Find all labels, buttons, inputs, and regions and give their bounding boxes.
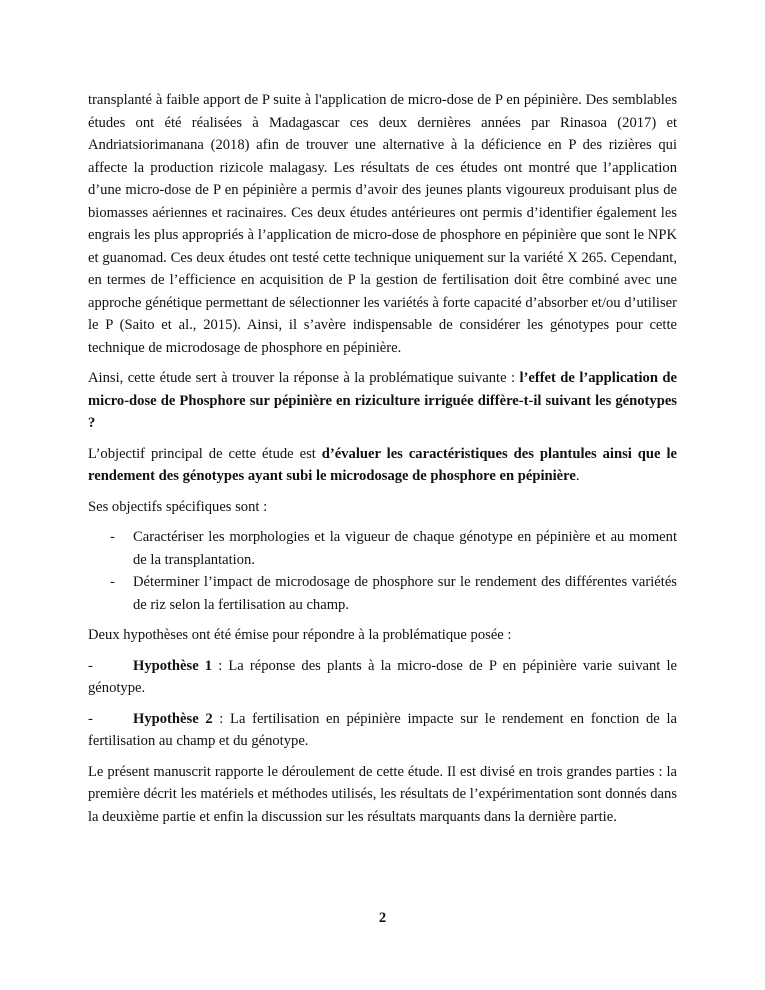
objective-end: . — [575, 468, 580, 484]
bullet-dash: - — [110, 574, 115, 590]
list-item — [88, 526, 677, 571]
paragraph-specific-intro: Ses objectifs spécifiques sont : — [88, 498, 268, 515]
problem-intro: Ainsi, cette étude sert à trouver la réponse à la problématique suivante : — [88, 370, 520, 386]
list-item-text: Déterminer l’impact de microdosage de phosphore sur le rendement des différentes variétés de riz selon la fertilisation au champ. — [133, 574, 677, 613]
hypothesis-text: : La fertilisation en pépinière impacte sur le rendement en fonction de la fertilisation au champ et du génotype. — [88, 710, 677, 749]
hypothesis-1 — [88, 655, 677, 700]
bullet-dash: - — [88, 657, 93, 674]
hypothesis-text: : La réponse des plants à la micro-dose de P en pépinière varie suivant le génotype. — [88, 657, 677, 696]
objective-intro: L’objectif principal de cette étude est — [88, 445, 322, 462]
paragraph-problem — [88, 367, 677, 435]
bullet-dash: - — [88, 710, 93, 727]
main-objective: d’évaluer les caractéristiques des plantules ainsi que le rendement des génotypes ayant subi le microdosage de phosphore en pépinière — [88, 445, 677, 484]
hypothesis-label: Hypothèse 1 — [133, 657, 213, 674]
page-number: 2 — [378, 910, 387, 926]
list-item — [88, 571, 677, 616]
page-body — [88, 89, 677, 836]
hypothesis-2 — [88, 708, 677, 753]
problem-statement: l’effet de l’application de micro-dose de Phosphore sur pépinière en riziculture irriguée diffère-t-il suivant les génotypes ? — [88, 370, 677, 431]
paragraph-context: transplanté à faible apport de P suite à l'application de micro-dose de P en pépinière. Des semblables études ont été réalisées à Madagascar ces deux dernières années par Rinasoa (2017) et Andriatsiorimanana (2018) afin de trouver une alternative à la déficience en P des rizières qui affecte la production rizicole malagasy. Les résultats de ces études ont montré que l’application d’une micro-dose de P en pépinière a permis d’avoir des jeunes plants vigoureux produisant plus de biomasses aériennes et racinaires. Ces deux études antérieures ont permis d’identifier également les engrais les plus appropriés à l’application de micro-dose de phosphore en pépinière que sont le NPK et guanomad. Ces deux études ont testé cette technique uniquement sur la variété X 265. Cependant, en termes de l’efficience en acquisition de P la gestion de fertilisation doit être combiné avec une approche génétique permettant de sélectionner les variétés à forte capacité d’absorber et/ou d’utiliser le P (Saito et al., 2015). Ainsi, il s’avère indispensable de considérer les génotypes pour cette technique de microdosage de phosphore en pépinière. — [88, 92, 677, 356]
list-item-text: Caractériser les morphologies et la vigueur de chaque génotype en pépinière et au moment de la transplantation. — [133, 529, 677, 568]
objectives-list — [88, 526, 677, 616]
hypothesis-label: Hypothèse 2 — [133, 710, 213, 727]
bullet-dash: - — [110, 529, 115, 545]
paragraph-outline: Le présent manuscrit rapporte le déroulement de cette étude. Il est divisé en trois grandes parties : la première décrit les matériels et méthodes utilisés, les résultats de l’expérimentation sont donnés dans la deuxième partie et enfin la discussion sur les résultats marquants dans la dernière partie. — [88, 763, 677, 825]
paragraph-hypotheses-intro: Deux hypothèses ont été émise pour répondre à la problématique posée : — [88, 627, 512, 643]
paragraph-main-objective — [88, 443, 677, 488]
